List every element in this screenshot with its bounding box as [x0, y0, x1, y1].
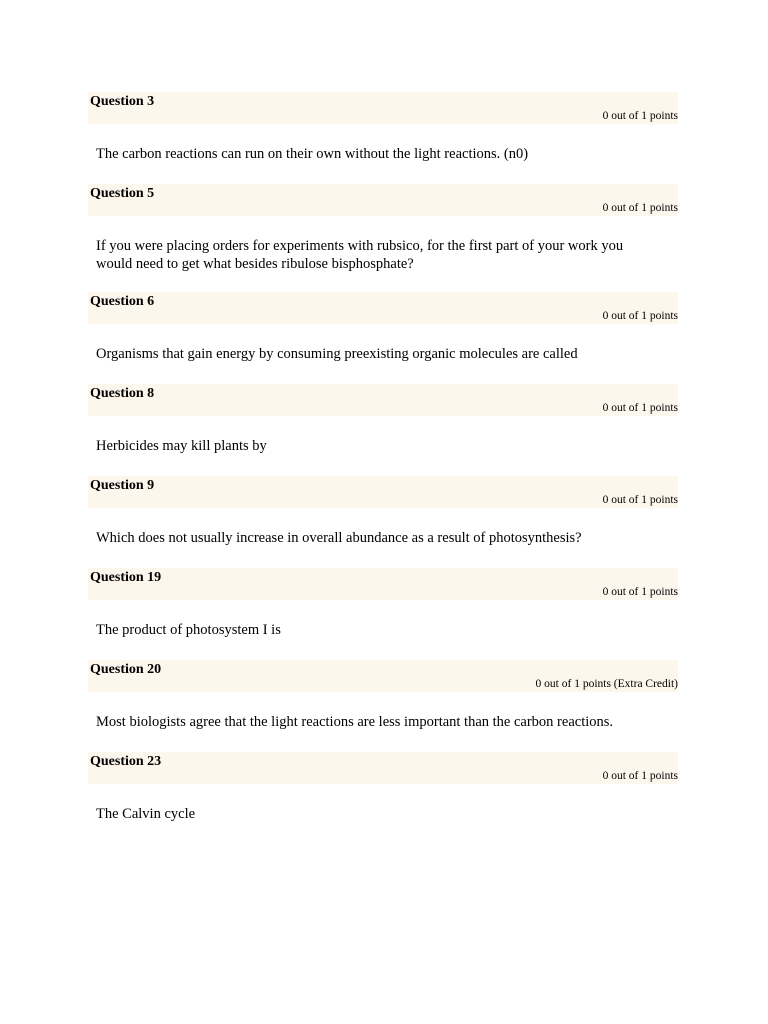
question-points: 0 out of 1 points	[602, 494, 678, 506]
question-points: 0 out of 1 points	[602, 586, 678, 598]
question-title: Question 20	[90, 662, 162, 677]
question-text: Organisms that gain energy by consuming preexisting organic molecules are called	[96, 346, 578, 362]
question-text: Which does not usually increase in overall abundance as a result of photosynthesis?	[96, 530, 582, 546]
question-header	[88, 568, 678, 600]
question-points: 0 out of 1 points	[602, 770, 678, 782]
question-item	[88, 476, 678, 547]
question-item	[88, 384, 678, 455]
question-header	[88, 292, 678, 324]
question-text: Most biologists agree that the light reactions are less important than the carbon reactions.	[96, 714, 614, 730]
question-header	[88, 184, 678, 216]
question-item	[88, 92, 678, 163]
question-item	[88, 660, 678, 731]
question-header	[88, 476, 678, 508]
question-item	[88, 752, 678, 823]
question-item	[88, 184, 678, 273]
question-header	[88, 752, 678, 784]
question-title: Question 3	[90, 94, 155, 109]
question-item	[88, 568, 678, 639]
question-text: The Calvin cycle	[96, 806, 196, 822]
question-text: Herbicides may kill plants by	[96, 438, 267, 454]
question-title: Question 9	[90, 478, 155, 493]
question-points: 0 out of 1 points	[602, 110, 678, 122]
question-points: 0 out of 1 points	[602, 402, 678, 414]
question-points: 0 out of 1 points (Extra Credit)	[535, 678, 678, 690]
question-points: 0 out of 1 points	[602, 202, 678, 214]
question-header	[88, 660, 678, 692]
question-text: The product of photosystem I is	[96, 622, 281, 638]
question-header	[88, 384, 678, 416]
question-points: 0 out of 1 points	[602, 310, 678, 322]
question-title: Question 8	[90, 386, 155, 401]
question-header	[88, 92, 678, 124]
question-title: Question 6	[90, 294, 155, 309]
question-text: The carbon reactions can run on their own without the light reactions. (n0)	[96, 146, 529, 162]
question-item	[88, 292, 678, 363]
question-text: If you were placing orders for experiments with rubsico, for the first part of your work you would need to get what besides ribulose bisphosphate?	[96, 238, 624, 272]
question-list	[88, 92, 678, 844]
question-title: Question 23	[90, 754, 162, 769]
question-title: Question 19	[90, 570, 162, 585]
question-title: Question 5	[90, 186, 155, 201]
